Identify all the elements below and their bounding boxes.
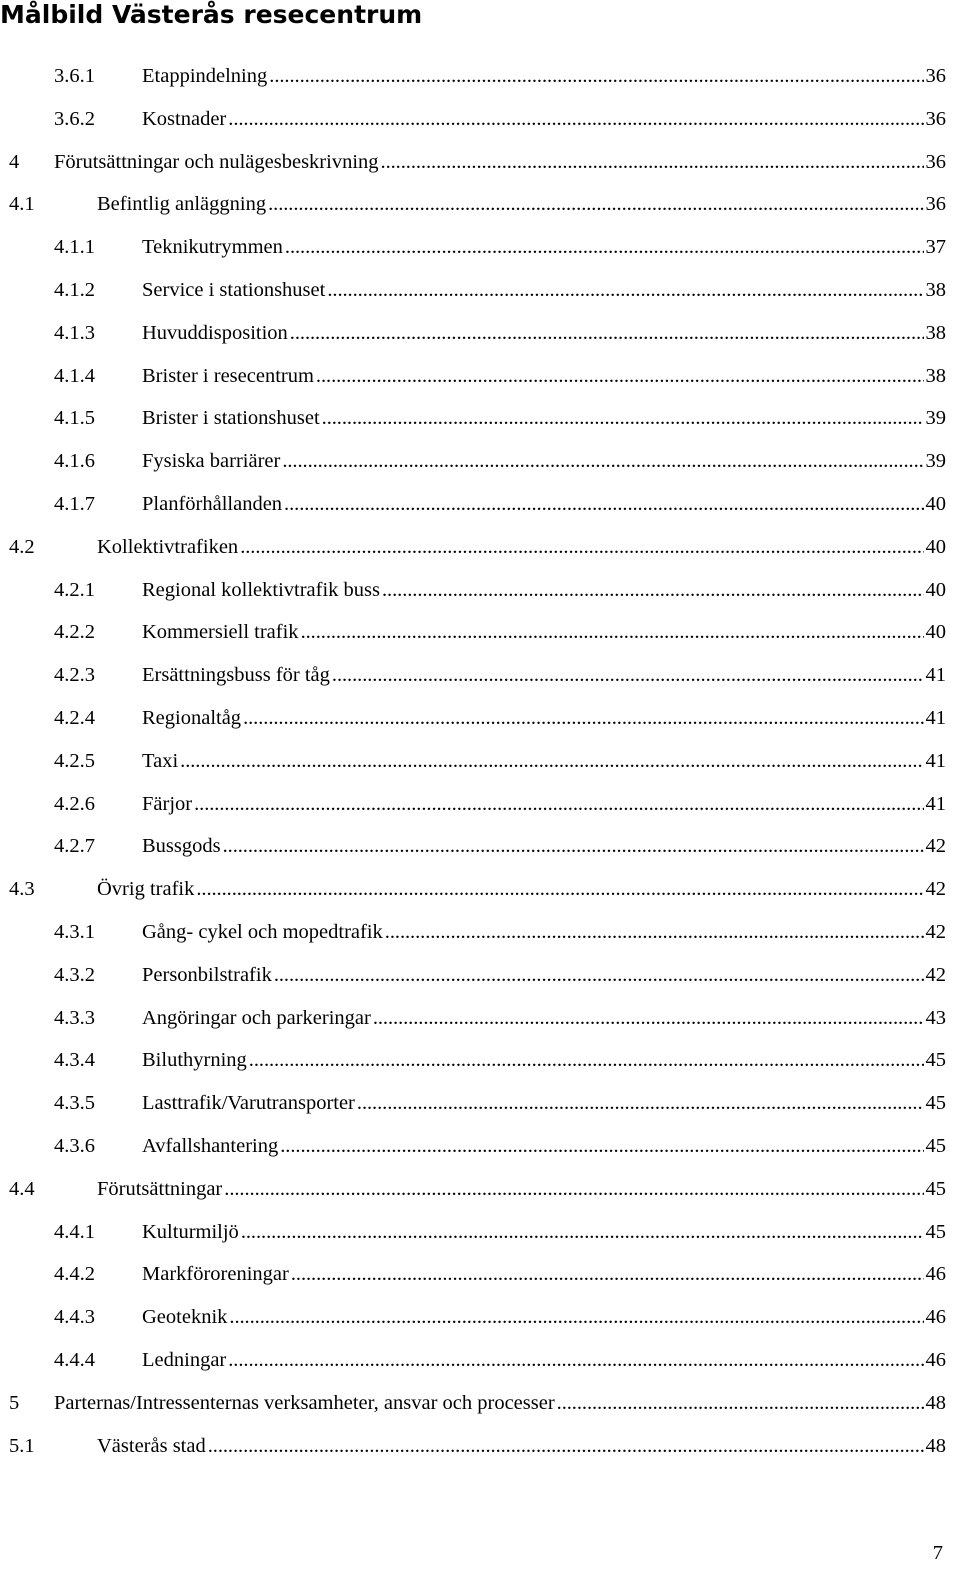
toc-entry-number: 4.1.1: [54, 236, 95, 259]
toc-entry-number: 4.4: [9, 1177, 35, 1200]
toc-entry-number: 4.4.1: [54, 1220, 95, 1243]
toc-dot-leader: [290, 322, 924, 345]
toc-dot-leader: [291, 1263, 924, 1286]
toc-entry[interactable]: [0, 750, 946, 793]
toc-entry-page: 45: [925, 1092, 946, 1115]
toc-entry-page: 42: [925, 835, 946, 858]
toc-entry-number: 4.1.2: [54, 278, 95, 301]
toc-entry-number: 4.3: [9, 878, 35, 901]
toc-entry-number: 4.3.2: [54, 963, 95, 986]
toc-entry[interactable]: [0, 1392, 946, 1435]
toc-entry-title: Fysiska barriärer: [142, 450, 281, 473]
toc-entry-title: Taxi: [142, 749, 179, 772]
toc-entry-title: Etappindelning: [142, 65, 268, 87]
toc-entry-number: 4.1.7: [54, 492, 95, 515]
toc-entry-number: 4.2.3: [54, 664, 95, 687]
toc-dot-leader: [228, 108, 923, 131]
toc-entry-number: 3.6.2: [54, 107, 95, 130]
toc-entry-number: 4.2.4: [54, 706, 95, 729]
toc-dot-leader: [228, 1349, 923, 1372]
toc-entry[interactable]: [0, 365, 946, 408]
toc-dot-leader: [357, 1092, 924, 1115]
toc-entry-title: Biluthyrning: [142, 1049, 247, 1072]
toc-entry[interactable]: [0, 151, 946, 194]
toc-dot-leader: [301, 621, 924, 644]
toc-entry-number: 4.3.4: [54, 1049, 95, 1072]
toc-dot-leader: [385, 921, 924, 944]
toc-entry-page: 46: [925, 1263, 946, 1286]
toc-entry-title: Regional kollektivtrafik buss: [142, 578, 380, 601]
toc-dot-leader: [382, 579, 924, 602]
toc-entry-title: Förutsättningar och nulägesbeskrivning: [54, 150, 379, 173]
toc-entry-title: Planförhållanden: [142, 492, 283, 515]
toc-entry-page: 41: [925, 664, 946, 687]
toc-entry-number: 4.3.5: [54, 1092, 95, 1115]
toc-dot-leader: [282, 450, 923, 473]
toc-entry-title: Ledningar: [142, 1348, 227, 1371]
toc-entry[interactable]: [0, 108, 946, 151]
toc-dot-leader: [249, 1049, 924, 1072]
toc-dot-leader: [284, 493, 923, 516]
toc-entry-page: 40: [925, 492, 946, 515]
toc-entry[interactable]: [0, 1349, 946, 1392]
toc-entry-number: 5.1: [9, 1434, 35, 1457]
toc-entry-page: 48: [925, 1391, 946, 1414]
toc-entry-title: Kostnader: [142, 107, 227, 130]
toc-entry-page: 37: [925, 236, 946, 259]
toc-entry-number: 4.3.1: [54, 920, 95, 943]
toc-dot-leader: [274, 964, 924, 987]
toc-entry-title: Avfallshantering: [142, 1134, 279, 1157]
toc-entry-page: 41: [925, 749, 946, 772]
toc-entry-title: Huvuddisposition: [142, 321, 288, 344]
toc-entry-page: 45: [925, 1049, 946, 1072]
toc-entry-title: Teknikutrymmen: [142, 236, 283, 259]
toc-entry-number: 4.4.3: [54, 1306, 95, 1329]
toc-entry[interactable]: [0, 65, 946, 108]
toc-entry-number: 4.2.7: [54, 835, 95, 858]
toc-dot-leader: [332, 664, 924, 687]
toc-entry-title: Bussgods: [142, 835, 221, 858]
toc-entry-number: 4.1.4: [54, 364, 95, 387]
toc-entry-title: Parternas/Intressenternas verksamheter, ansvar och processer: [54, 1391, 555, 1414]
toc-entry[interactable]: [0, 793, 946, 836]
toc-entry-title: Övrig trafik: [97, 878, 195, 901]
toc-entry-title: Ersättningsbuss för tåg: [142, 664, 330, 687]
toc-entry-page: 36: [925, 107, 946, 130]
toc-entry[interactable]: [0, 279, 946, 322]
toc-dot-leader: [208, 1435, 924, 1458]
toc-entry-title: Förutsättningar: [97, 1177, 223, 1200]
toc-dot-leader: [240, 536, 923, 559]
toc-entry-number: 3.6.1: [54, 65, 95, 87]
toc-entry[interactable]: [0, 1135, 946, 1178]
toc-entry-page: 42: [925, 963, 946, 986]
toc-entry-page: 40: [925, 535, 946, 558]
toc-entry-number: 4.2.1: [54, 578, 95, 601]
toc-entry-number: 4.1: [9, 193, 35, 216]
table-of-contents: [0, 65, 946, 1477]
toc-entry[interactable]: [0, 1306, 946, 1349]
toc-entry-title: Befintlig anläggning: [97, 193, 267, 216]
toc-entry-page: 48: [925, 1434, 946, 1457]
toc-entry[interactable]: [0, 921, 946, 964]
toc-entry[interactable]: [0, 1007, 946, 1050]
toc-dot-leader: [196, 878, 923, 901]
toc-entry-number: 4: [9, 150, 20, 173]
toc-entry-page: 45: [925, 1177, 946, 1200]
toc-entry-title: Brister i resecentrum: [142, 364, 314, 387]
toc-entry-number: 4.4.2: [54, 1263, 95, 1286]
toc-dot-leader: [269, 65, 923, 88]
toc-entry-page: 40: [925, 578, 946, 601]
toc-dot-leader: [223, 835, 924, 858]
toc-dot-leader: [280, 1135, 923, 1158]
toc-entry-page: 43: [925, 1006, 946, 1029]
toc-entry-number: 4.3.3: [54, 1006, 95, 1029]
toc-entry-title: Kulturmiljö: [142, 1220, 239, 1243]
toc-entry[interactable]: [0, 407, 946, 450]
toc-entry-page: 39: [925, 407, 946, 430]
toc-dot-leader: [327, 279, 923, 302]
toc-entry[interactable]: [0, 1092, 946, 1135]
toc-entry-number: 4.1.6: [54, 450, 95, 473]
toc-entry-page: 42: [925, 920, 946, 943]
toc-dot-leader: [557, 1392, 924, 1415]
toc-entry-page: 45: [925, 1134, 946, 1157]
toc-entry[interactable]: [0, 1049, 946, 1092]
toc-entry-page: 46: [925, 1348, 946, 1371]
toc-entry-page: 41: [925, 706, 946, 729]
toc-dot-leader: [243, 707, 923, 730]
toc-entry-page: 38: [925, 364, 946, 387]
toc-entry-title: Gång- cykel och mopedtrafik: [142, 920, 383, 943]
toc-entry-page: 39: [925, 450, 946, 473]
toc-entry[interactable]: [0, 236, 946, 279]
toc-dot-leader: [316, 365, 924, 388]
toc-entry-title: Service i stationshuset: [142, 278, 326, 301]
toc-entry-number: 4.3.6: [54, 1134, 95, 1157]
toc-entry[interactable]: [0, 450, 946, 493]
toc-entry[interactable]: [0, 536, 946, 579]
toc-entry[interactable]: [0, 1435, 946, 1478]
toc-entry-number: 4.1.5: [54, 407, 95, 430]
toc-dot-leader: [268, 193, 923, 216]
toc-dot-leader: [381, 151, 924, 174]
toc-dot-leader: [241, 1221, 924, 1244]
toc-entry[interactable]: [0, 1178, 946, 1221]
toc-entry-number: 4.1.3: [54, 321, 95, 344]
toc-entry-number: 4.4.4: [54, 1348, 95, 1371]
toc-entry-page: 45: [925, 1220, 946, 1243]
toc-dot-leader: [285, 236, 924, 259]
toc-dot-leader: [373, 1007, 924, 1030]
toc-entry[interactable]: [0, 322, 946, 365]
toc-entry[interactable]: [0, 493, 946, 536]
toc-entry-title: Brister i stationshuset: [142, 407, 320, 430]
toc-entry-page: 38: [925, 278, 946, 301]
toc-entry-page: 36: [925, 65, 946, 87]
document-header-title: Målbild Västerås resecentrum: [0, 0, 423, 29]
toc-entry-page: 36: [925, 150, 946, 173]
toc-entry-page: 40: [925, 621, 946, 644]
toc-entry[interactable]: [0, 835, 946, 878]
toc-entry-title: Färjor: [142, 792, 193, 815]
page-number: 7: [932, 1542, 943, 1564]
toc-entry-number: 4.2.5: [54, 749, 95, 772]
toc-entry-number: 4.2: [9, 535, 35, 558]
toc-entry[interactable]: [0, 193, 946, 236]
toc-entry-page: 42: [925, 878, 946, 901]
toc-entry-title: Kollektivtrafiken: [97, 535, 239, 558]
toc-entry-title: Angöringar och parkeringar: [142, 1006, 371, 1029]
toc-dot-leader: [322, 407, 924, 430]
toc-dot-leader: [224, 1178, 923, 1201]
toc-dot-leader: [180, 750, 923, 773]
toc-entry-page: 38: [925, 321, 946, 344]
toc-entry[interactable]: [0, 964, 946, 1007]
toc-entry-title: Västerås stad: [97, 1434, 206, 1457]
toc-entry[interactable]: [0, 579, 946, 622]
toc-entry-title: Markföroreningar: [142, 1263, 289, 1286]
toc-entry-number: 4.2.2: [54, 621, 95, 644]
toc-entry-title: Regionaltåg: [142, 706, 242, 729]
toc-entry-title: Personbilstrafik: [142, 963, 272, 986]
toc-entry-title: Kommersiell trafik: [142, 621, 299, 644]
toc-entry-title: Lasttrafik/Varutransporter: [142, 1092, 355, 1115]
toc-dot-leader: [229, 1306, 923, 1329]
toc-dot-leader: [194, 793, 923, 816]
toc-entry-number: 4.2.6: [54, 792, 95, 815]
toc-entry-title: Geoteknik: [142, 1306, 228, 1329]
toc-entry-page: 46: [925, 1306, 946, 1329]
toc-entry[interactable]: [0, 707, 946, 750]
toc-entry[interactable]: [0, 1263, 946, 1306]
toc-entry[interactable]: [0, 878, 946, 921]
toc-entry-number: 5: [9, 1391, 20, 1414]
toc-entry-page: 36: [925, 193, 946, 216]
toc-entry[interactable]: [0, 621, 946, 664]
toc-entry[interactable]: [0, 664, 946, 707]
toc-entry-page: 41: [925, 792, 946, 815]
toc-entry[interactable]: [0, 1221, 946, 1264]
